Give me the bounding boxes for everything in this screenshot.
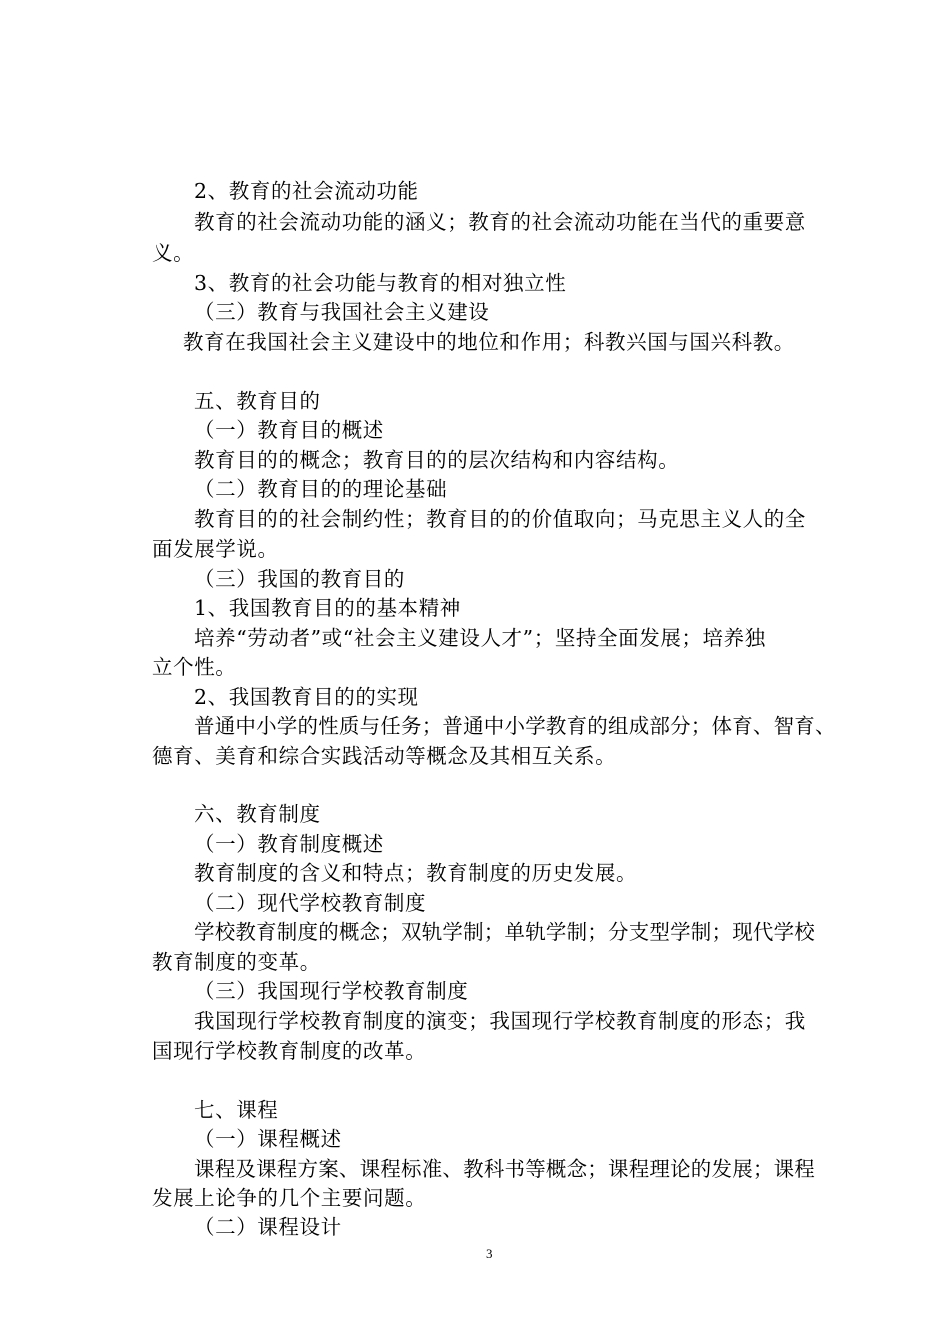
paragraph-line: 教育在我国社会主义建设中的地位和作用；科教兴国与国兴科教。: [183, 330, 795, 354]
paragraph-line: 学校教育制度的概念；双轨学制；单轨学制；分支型学制；现代学校: [194, 920, 815, 944]
paragraph-line: 面发展学说。: [152, 537, 279, 561]
paragraph-line: 培养“劳动者”或“社会主义建设人才”；坚持全面发展；培养独: [194, 626, 766, 650]
paragraph-line: 教育的社会流动功能的涵义；教育的社会流动功能在当代的重要意: [194, 210, 806, 234]
subsection-heading: 1、我国教育目的的基本精神: [194, 596, 461, 620]
subsection-heading: 2、教育的社会流动功能: [194, 179, 419, 203]
paragraph-line: 我国现行学校教育制度的演变；我国现行学校教育制度的形态；我: [194, 1009, 806, 1033]
page-number: 3: [486, 1246, 493, 1261]
paragraph-line: 教育制度的含义和特点；教育制度的历史发展。: [194, 861, 638, 885]
subsection-heading: （二）现代学校教育制度: [194, 891, 427, 915]
subsection-heading: （二）教育目的的理论基础: [194, 477, 448, 501]
section-heading: 七、课程: [194, 1098, 279, 1122]
subsection-heading: 2、我国教育目的的实现: [194, 685, 419, 709]
section-heading: 五、教育目的: [194, 389, 321, 413]
paragraph-line: 普通中小学的性质与任务；普通中小学教育的组成部分；体育、智育、: [194, 714, 836, 738]
section-heading: 六、教育制度: [194, 802, 321, 826]
subsection-heading: （一）课程概述: [194, 1127, 342, 1151]
paragraph-line: 国现行学校教育制度的改革。: [152, 1039, 427, 1063]
paragraph-line: 教育制度的变革。: [152, 950, 321, 974]
subsection-heading: （三）教育与我国社会主义建设: [194, 300, 490, 324]
subsection-heading: 3、教育的社会功能与教育的相对独立性: [194, 271, 567, 295]
subsection-heading: （一）教育制度概述: [194, 832, 384, 856]
paragraph-line: 立个性。: [152, 655, 237, 679]
paragraph-line: 教育目的的社会制约性；教育目的的价值取向；马克思主义人的全: [194, 507, 806, 531]
paragraph-line: 发展上论争的几个主要问题。: [152, 1186, 427, 1210]
paragraph-line: 课程及课程方案、课程标准、教科书等概念；课程理论的发展；课程: [194, 1157, 815, 1181]
subsection-heading: （二）课程设计: [194, 1215, 342, 1239]
paragraph-line: 义。: [152, 241, 195, 265]
subsection-heading: （一）教育目的概述: [194, 418, 384, 442]
paragraph-line: 德育、美育和综合实践活动等概念及其相互关系。: [152, 744, 617, 768]
subsection-heading: （三）我国的教育目的: [194, 567, 405, 591]
paragraph-line: 教育目的的概念；教育目的的层次结构和内容结构。: [194, 448, 680, 472]
subsection-heading: （三）我国现行学校教育制度: [194, 979, 469, 1003]
